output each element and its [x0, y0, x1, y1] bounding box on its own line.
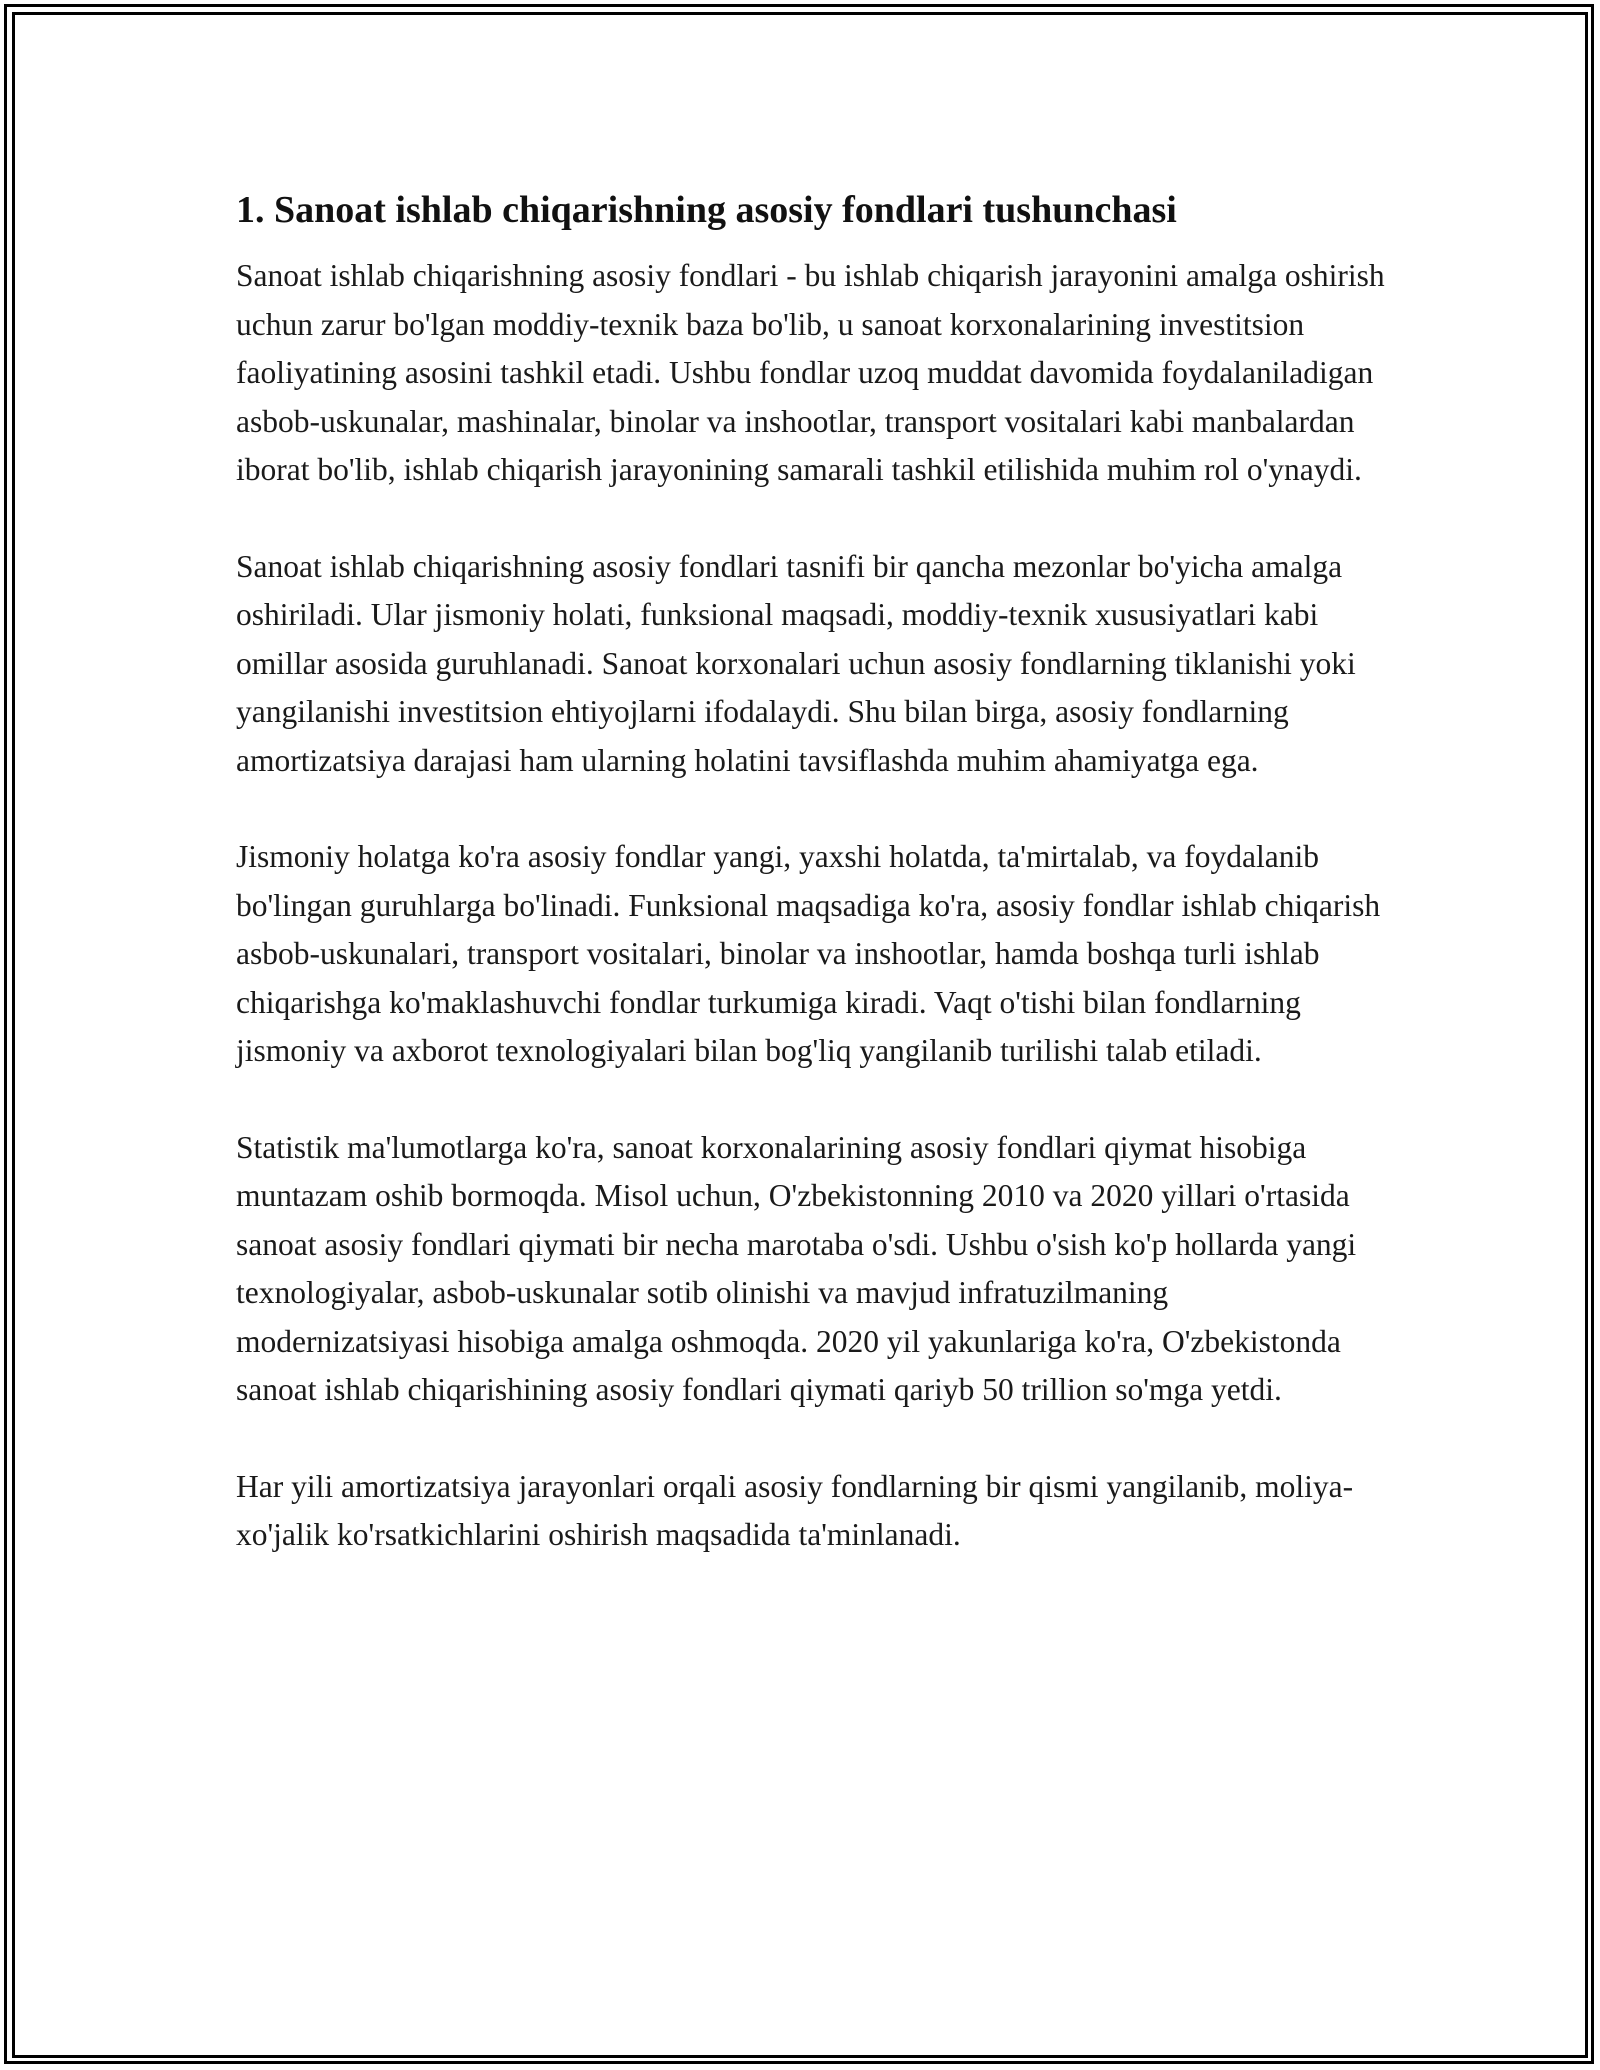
paragraph-4: Statistik ma'lumotlarga ko'ra, sanoat korxonalarining asosiy fondlari qiymat hisobiga muntazam oshib bormoqda. Misol uchun, O'zbekistonning 2010 va 2020 yillari o'rtasida sanoat asosiy fondlari qiymati bir necha marotaba o'sdi. Ushbu o'sish ko'p hollarda yangi texnologiyalar, asbob-uskunalar sotib olinishi va mavjud infratuzilmaning modernizatsiyasi hisobiga amalga oshmoqda. 2020 yil yakunlariga ko'ra, O'zbekistonda sanoat ishlab chiqarishining asosiy fondlari qiymati qariyb 50 trillion so'mga yetdi. [236, 1129, 1357, 1407]
paragraph-2: Sanoat ishlab chiqarishning asosiy fondlari tasnifi bir qancha mezonlar bo'yicha amalga oshiriladi. Ular jismoniy holati, funksional maqsadi, moddiy-texnik xususiyatlari kabi omillar asosida guruhlanadi. Sanoat korxonalari uchun asosiy fondlarning tiklanishi yoki yangilanishi investitsion ehtiyojlarni ifodalaydi. Shu bilan birga, asosiy fondlarning amortizatsiya darajasi ham ularning holatini tavsiflashda muhim ahamiyatga ega. [236, 548, 1356, 778]
paragraph-3: Jismoniy holatga ko'ra asosiy fondlar yangi, yaxshi holatda, ta'mirtalab, va foydalanib bo'lingan guruhlarga bo'linadi. Funksional maqsadiga ko'ra, asosiy fondlar ishlab chiqarish asbob-uskunalari, transport vositalari, binolar va inshootlar, hamda boshqa turli ishlab chiqarishga ko'maklashuvchi fondlar turkumiga kiradi. Vaqt o'tishi bilan fondlarning jismoniy va axborot texnologiyalari bilan bog'liq yangilanib turilishi talab etiladi. [236, 839, 1381, 1068]
paragraph-5: Har yili amortizatsiya jarayonlari orqali asosiy fondlarning bir qismi yangilanib, moliya-xo'jalik ko'rsatkichlarini oshirish maqsadida ta'minlanadi. [236, 1468, 1354, 1552]
paragraph-1: Sanoat ishlab chiqarishning asosiy fondlari - bu ishlab chiqarish jarayonini amalga oshirish uchun zarur bo'lgan moddiy-texnik baza bo'lib, u sanoat korxonalarining investitsion faoliyatining asosini tashkil etadi. Ushbu fondlar uzoq muddat davomida foydalaniladigan asbob-uskunalar, mashinalar, binolar va inshootlar, transport vositalari kabi manbalardan iborat bo'lib, ishlab chiqarish jarayonining samarali tashkil etilishida muhim rol o'ynaydi. [236, 258, 1385, 487]
section-heading: 1. Sanoat ishlab chiqarishning asosiy fondlari tushunchasi [236, 189, 1177, 231]
document-body [236, 186, 1386, 1608]
